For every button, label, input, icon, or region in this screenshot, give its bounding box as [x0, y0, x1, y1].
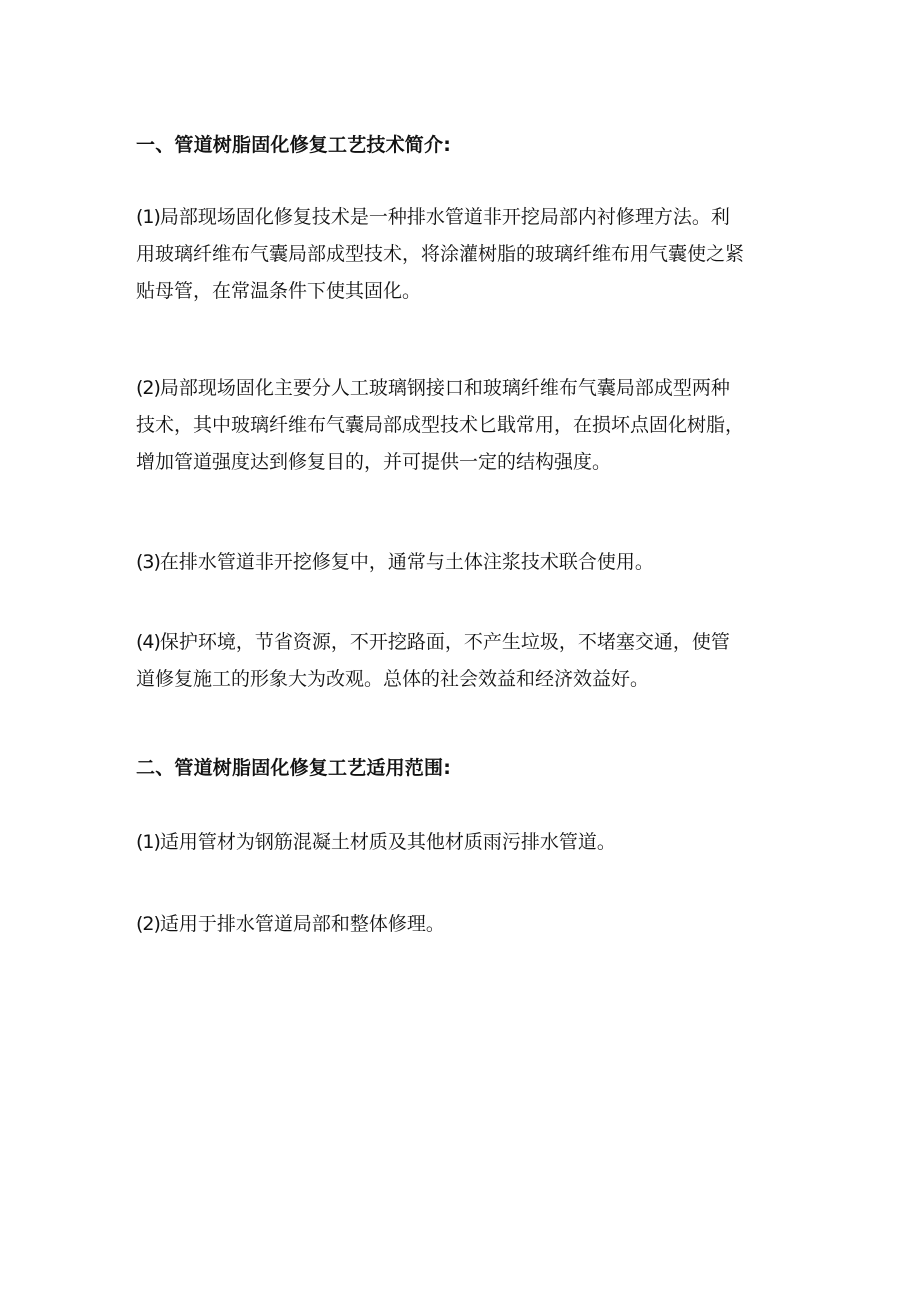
- section2-item-2: [136, 906, 786, 943]
- item-number: (3): [136, 551, 160, 573]
- section1-item-1: [136, 199, 786, 310]
- paragraph-line: [136, 544, 786, 581]
- section2-item-1: [136, 824, 786, 861]
- section1-item-4: [136, 624, 786, 698]
- paragraph-text: 适用于排水管道局部和整体修理。: [159, 913, 445, 935]
- item-number: (2): [136, 377, 160, 399]
- paragraph-line: 技术，其中玻璃纤维布气囊局部成型技术匕戢常用，在损坏点固化树脂，: [136, 414, 745, 436]
- paragraph-line: 增加管道强度达到修复目的，并可提供一定的结构强度。: [136, 451, 612, 473]
- paragraph-line: [136, 370, 786, 407]
- paragraph-line: 贴母管，在常温条件下使其固化。: [136, 280, 422, 302]
- paragraph-text: 在排水管道非开挖修复中，通常与土体注浆技术联合使用。: [159, 551, 654, 573]
- paragraph-text: 保护环境，节省资源，不开挖路面，不产生垃圾，不堵塞交通，使管: [159, 631, 730, 653]
- paragraph-line: [136, 824, 786, 861]
- paragraph-line: [136, 624, 786, 661]
- paragraph-line: 用玻璃纤维布气囊局部成型技术，将涂灌树脂的玻璃纤维布用气囊使之紧: [136, 243, 745, 265]
- item-number: (2): [136, 913, 160, 935]
- item-number: (1): [136, 206, 160, 228]
- paragraph-text: 适用管材为钢筋混凝土材质及其他材质雨污排水管道。: [159, 831, 616, 853]
- paragraph-text: 局部现场固化主要分人工玻璃钢接口和玻璃纤维布气囊局部成型两种: [159, 377, 730, 399]
- item-number: (1): [136, 831, 160, 853]
- paragraph-text: 局部现场固化修复技术是一种排水管道非开挖局部内衬修理方法。利: [159, 206, 730, 228]
- paragraph-line: 道修复施工的形象大为改观。总体的社会效益和经济效益好。: [136, 668, 650, 690]
- section1-item-3: [136, 544, 786, 581]
- item-number: (4): [136, 631, 160, 653]
- paragraph-line: [136, 199, 786, 236]
- section1-heading: 一、管道树脂固化修复工艺技术简介:: [136, 134, 451, 156]
- section2-heading: 二、管道树脂固化修复工艺适用范围:: [136, 757, 451, 779]
- paragraph-line: [136, 906, 786, 943]
- section1-item-2: [136, 370, 786, 481]
